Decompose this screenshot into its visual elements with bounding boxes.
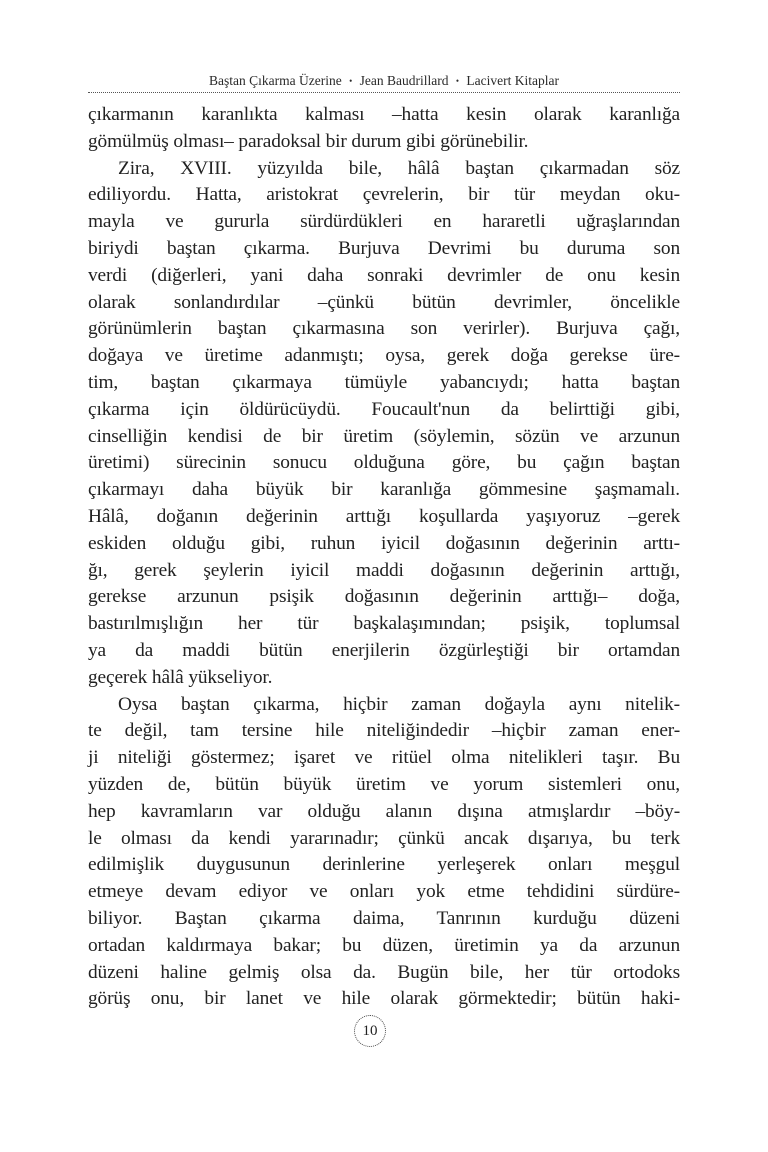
text-line: düzeni haline gelmiş olsa da. Bugün bile, her tür ortodoks	[88, 961, 680, 983]
text-line: tim, baştan çıkarmaya tümüyle yabancıydı; hatta baştan	[88, 371, 680, 393]
text-line: ortadan kaldırmaya bakar; bu düzen, üretimin ya da arzunun	[88, 934, 680, 956]
body-text	[88, 102, 680, 1013]
text-line: le olması da kendi yararınadır; çünkü ancak dışarıya, bu terk	[88, 827, 680, 849]
text-line: Hâlâ, doğanın değerinin arttığı koşullarda yaşıyoruz –gerek	[88, 505, 680, 527]
header-book-title: Baştan Çıkarma Üzerine	[209, 73, 342, 88]
text-line: çıkarmanın karanlıkta kalması –hatta kesin olarak karanlığa	[88, 104, 680, 125]
header-publisher: Lacivert Kitaplar	[466, 73, 559, 88]
text-line: gömülmüş olması– paradoksal bir durum gibi görünebilir.	[88, 130, 529, 152]
text-line: hep kavramların var olduğu alanın dışına atmışlardır –böy-	[88, 800, 680, 822]
text-line: üretimi) sürecinin sonucu olduğuna göre, bu çağın baştan	[88, 452, 680, 474]
text-line: biliyor. Baştan çıkarma daima, Tanrının kurduğu düzeni	[88, 907, 680, 929]
header-separator: •	[349, 76, 353, 86]
paragraph	[88, 156, 680, 692]
page-number: 10	[354, 1015, 386, 1047]
text-line: Zira, XVIII. yüzyılda bile, hâlâ baştan çıkarmadan söz	[118, 157, 680, 179]
header-separator: •	[455, 76, 460, 86]
text-line: ji niteliği göstermez; işaret ve ritüel olma nitelikleri taşır. Bu	[88, 747, 680, 769]
text-line: geçerek hâlâ yükseliyor.	[88, 666, 273, 688]
text-line: çıkarmayı daha büyük bir karanlığa gömmesine şaşmamalı.	[88, 479, 680, 501]
text-line: ediliyordu. Hatta, aristokrat çevrelerin, bir tür meydan oku-	[88, 184, 680, 206]
text-line: cinselliğin kendisi de bir üretim (söylemin, sözün ve arzunun	[88, 425, 680, 447]
paragraph	[88, 692, 680, 1014]
running-header	[88, 70, 680, 93]
text-line: görüş onu, bir lanet ve hile olarak görmektedir; bütün haki-	[88, 988, 680, 1010]
text-line: etmeye devam ediyor ve onları yok etme tehdidini sürdüre-	[88, 881, 680, 903]
text-line: bastırılmışlığın her tür başkalaşımından; psişik, toplumsal	[88, 613, 680, 635]
paragraph	[88, 102, 680, 156]
text-line: gerekse arzunun psişik doğasının değerinin arttığı– doğa,	[88, 586, 680, 608]
text-line: çıkarma için öldürücüydü. Foucault'nun da belirttiği gibi,	[88, 398, 680, 420]
text-line: ya da maddi bütün enerjilerin özgürleştiği bir ortamdan	[88, 639, 680, 661]
text-line: te değil, tam tersine hile niteliğindedir –hiçbir zaman ener-	[88, 720, 680, 742]
text-line: verdi (diğerleri, yani daha sonraki devrimler de onu kesin	[88, 264, 680, 286]
text-line: görünümlerin baştan çıkarmasına son verirler). Burjuva çağı,	[88, 318, 680, 340]
text-line: olarak sonlandırdılar –çünkü bütün devrimler, öncelikle	[88, 291, 680, 313]
text-line: mayla ve gururla sürdürdükleri en hararetli uğraşlarından	[88, 211, 680, 233]
text-line: eskiden olduğu gibi, ruhun iyicil doğasının değerinin arttı-	[88, 532, 680, 554]
text-line: doğaya ve üretime adanmıştı; oysa, gerek doğa gerekse üre-	[88, 345, 680, 367]
header-author: Jean Baudrillard	[359, 73, 449, 88]
text-line: ğı, gerek şeylerin iyicil maddi doğasının değerinin arttığı,	[88, 559, 680, 581]
text-line: Oysa baştan çıkarma, hiçbir zaman doğayla aynı nitelik-	[118, 693, 680, 715]
text-line: edilmişlik duygusunun derinlerine yerleşerek onları meşgul	[88, 854, 680, 876]
text-line: biriydi baştan çıkarma. Burjuva Devrimi bu duruma son	[88, 237, 680, 259]
text-line: yüzden de, bütün büyük üretim ve yorum sistemleri onu,	[88, 773, 680, 795]
